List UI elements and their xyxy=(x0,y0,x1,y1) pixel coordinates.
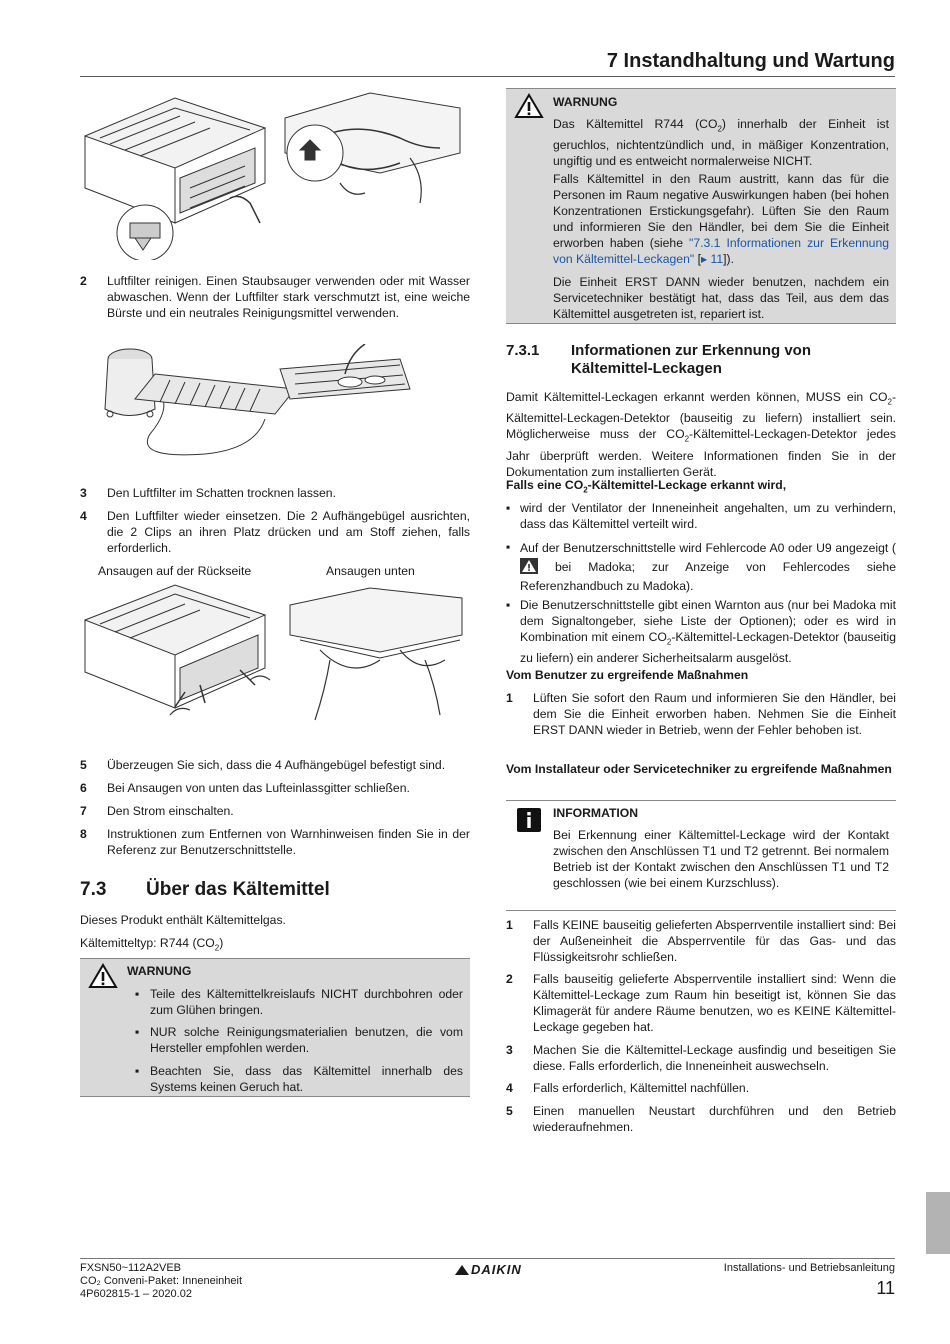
warning-item: ▪ Beachten Sie, dass das Kältemittel innerhalb des Systems keinen Geruch hat. xyxy=(135,1064,463,1094)
filter-removal-illustration xyxy=(80,88,470,260)
step-number: 6 xyxy=(80,781,87,795)
step-number: 2 xyxy=(80,274,87,288)
step-number: 5 xyxy=(80,758,87,772)
step-text: Überzeugen Sie sich, dass die 4 Aufhängebügel befestigt sind. xyxy=(107,758,446,772)
page-number: 11 xyxy=(876,1278,895,1298)
filter-cleaning-illustration xyxy=(95,344,415,478)
information-title: INFORMATION xyxy=(553,806,639,820)
page-reference-link[interactable]: ▸ 11 xyxy=(700,252,724,266)
detector-intro: Damit Kältemittel-Leckagen erkannt werden können, MUSS ein $CO_2-Kältemittel-Leckagen$-Detektor (bauseitig zu liefern) installiert sein. Möglicherweise muss der $CO_2-Kältemittel-Leckagen$-Detektor jedes Jahr überprüft werden. Weitere Informationen finden Sie in der Dokumentation zum installierten Gerät. xyxy=(506,390,896,479)
installer-step-2: 2 Falls bauseitig gelieferte Absperrventile installiert sind: Wenn die Kältemittel-Leckage zum Raum hin beseitigt ist, können Sie das Klimagerät für andere Räume benutzen, wo es KEINE Kältemittel-Leckage gegeben hat. xyxy=(506,972,896,1034)
footer-model: FXSN50~112A2VEB xyxy=(80,1262,181,1274)
step-text: Bei Ansaugen von unten das Lufteinlassgitter schließen. xyxy=(107,781,410,795)
footer-package: CO₂ Conveni-Paket: Inneneinheit xyxy=(80,1275,243,1287)
information-icon xyxy=(516,807,542,833)
subsection-title: Informationen zur Erkennung von Kältemittel-Leckagen xyxy=(571,342,812,377)
step-number: 3 xyxy=(80,486,87,500)
step-5 xyxy=(80,757,470,773)
warning-icon xyxy=(88,963,118,989)
step-3 xyxy=(80,485,470,501)
installer-step-1: 1 Falls KEINE bauseitig gelieferten Absperrventile installiert sind: Bei der Außeneinheit die Absperrventile für das Gas- und das Flüssigkeitsrohr schließen. xyxy=(506,918,896,964)
section-number: 7.3 xyxy=(80,879,107,900)
warning-icon xyxy=(514,93,544,119)
step-6 xyxy=(80,780,470,796)
information-box xyxy=(506,800,896,911)
warning-title: WARNUNG xyxy=(127,964,192,978)
step-8 xyxy=(80,826,470,858)
detection-bullet: ▪ Auf der Benutzerschnittstelle wird Fehlercode A0 oder U9 angezeigt ( bei Madoka; zur Anzeige von Fehlercodes siehe Referenzhandbuch zu Madoka). xyxy=(506,540,896,593)
user-actions-heading: Vom Benutzer zu ergreifende Maßnahmen xyxy=(506,668,749,682)
daikin-logo: DAIKIN xyxy=(455,1262,522,1278)
user-step-1: 1 Lüften Sie sofort den Raum und informieren Sie den Händler, bei dem Sie die Einheit erworben haben. Nehmen Sie die Einheit ERST DANN wieder in Betrieb, wenn der Fehler behoben ist. xyxy=(506,691,896,737)
installer-step-3: 3 Machen Sie die Kältemittel-Leckage ausfindig und beseitigen Sie diese. Falls erforderlich, die Inneneinheit auswechseln. xyxy=(506,1043,896,1073)
warning-paragraph: Das Kältemittel R744 $(CO_2)$ innerhalb der Einheit ist geruchlos, nichtentzündlich und, in mäßiger Konzentration, ungiftig und es entweicht normalerweise NICHT. xyxy=(553,117,889,169)
warning-paragraph: Die Einheit ERST DANN wieder benutzen, nachdem ein Servicetechniker bestätigt hat, dass das Teil, aus dem das Kältemittel ausgetreten ist, repariert ist. xyxy=(553,275,889,321)
footer-manual-title: Installations- und Betriebsanleitung xyxy=(723,1262,895,1274)
page-header-title: 7 Instandhaltung und Wartung xyxy=(606,50,895,72)
step-number: 8 xyxy=(80,827,87,841)
step-number: 4 xyxy=(80,509,87,523)
caption-bottom-intake: Ansaugen unten xyxy=(326,564,415,578)
warning-paragraph: Falls Kältemittel in den Raum austritt, kann das für die Personen im Raum negative Auswirkungen haben (bei hohen Konzentrationen Erstickungsgefahr). Lüften Sie den Raum und informieren Sie den Händler, bei dem Sie die Einheit erworben haben (siehe "7.3.1 Informationen zur Erkennung von Kältemittel-Leckagen" [▸ 11]). xyxy=(553,172,889,266)
installer-step-4: 4 Falls erforderlich, Kältemittel nachfüllen. xyxy=(506,1081,750,1095)
footer-rule xyxy=(80,1258,895,1259)
detection-heading: Falls eine $CO_2-Kältemittel$-Leckage erkannt wird, xyxy=(506,478,787,495)
intro-paragraph: Dieses Produkt enthält Kältemittelgas. xyxy=(80,913,286,927)
installer-step-5: 5 Einen manuellen Neustart durchführen und den Betrieb wiederaufnehmen. xyxy=(506,1104,896,1134)
warning-box-right xyxy=(506,88,896,324)
header-rule xyxy=(80,76,895,77)
detection-bullet: ▪ Die Benutzerschnittstelle gibt einen Warnton aus (nur bei Madoka mit dem Signaltongeber, siehe Liste der Optionen); oder es wird in Kombination mit einem $CO_2-Kältemittel-Leckagen$-Detektor (bauseitig zu liefern) ein anderer Sicherheitsalarm ausgelöst. xyxy=(506,598,896,666)
footer-left xyxy=(80,1262,242,1301)
warning-item: ▪ NUR solche Reinigungsmaterialien benutzen, die vom Hersteller empfohlen werden. xyxy=(135,1025,463,1055)
caption-rear-intake: Ansaugen auf der Rückseite xyxy=(98,564,252,578)
step-text: Den Luftfilter im Schatten trocknen lassen. xyxy=(107,486,336,500)
footer-doc-number: 4P602815-1 – 2020.02 xyxy=(80,1288,192,1300)
warning-box-left xyxy=(80,958,470,1097)
warning-item: ▪ Teile des Kältemittelkreislaufs NICHT durchbohren oder zum Glühen bringen. xyxy=(135,987,463,1017)
section-title: Über das Kältemittel xyxy=(146,879,330,900)
warning-title: WARNUNG xyxy=(553,95,618,109)
step-text: Den Luftfilter wieder einsetzen. Die 2 Aufhängebügel ausrichten, die 2 Clips an ihren Platz drücken und am Stoff ziehen, falls erforderlich. xyxy=(107,509,470,555)
installer-actions-heading: Vom Installateur oder Servicetechniker zu ergreifende Maßnahmen xyxy=(506,762,892,776)
information-text: Bei Erkennung einer Kältemittel-Leckage wird der Kontakt zwischen den Anschlüssen T1 und T2 getrennt. Bei normalem Betrieb ist der Kontakt zwischen den Anschlüssen T1 und T2 geschlossen (wie bei einem Kurzschluss). xyxy=(553,828,889,890)
chapter-tab xyxy=(926,1192,950,1254)
step-4 xyxy=(80,508,470,556)
step-text: Den Strom einschalten. xyxy=(107,804,234,818)
filter-reinsertion-illustration xyxy=(80,580,470,730)
cross-reference-link[interactable]: "7.3.1 Informationen zur Erkennung von Kältemittel-Leckagen" xyxy=(553,236,889,266)
step-2 xyxy=(80,273,470,321)
error-warning-icon xyxy=(520,558,538,574)
refrigerant-type: Kältemitteltyp: R744 $(CO_2)$ xyxy=(80,936,224,953)
step-text: Luftfilter reinigen. Einen Staubsauger verwenden oder mit Wasser abwaschen. Wenn der Luftfilter stark verschmutzt ist, eine weiche Bürste und ein neutrales Reinigungsmittel verwenden. xyxy=(107,274,470,320)
subsection-number: 7.3.1 xyxy=(506,342,540,359)
step-text: Instruktionen zum Entfernen von Warnhinweisen finden Sie in der Referenz zur Benutzerschnittstelle. xyxy=(107,827,470,857)
detection-bullet: ▪ wird der Ventilator der Inneneinheit angehalten, um zu verhindern, dass das Kältemittel verteilt wird. xyxy=(506,501,896,531)
step-number: 7 xyxy=(80,804,87,818)
step-7 xyxy=(80,803,470,819)
